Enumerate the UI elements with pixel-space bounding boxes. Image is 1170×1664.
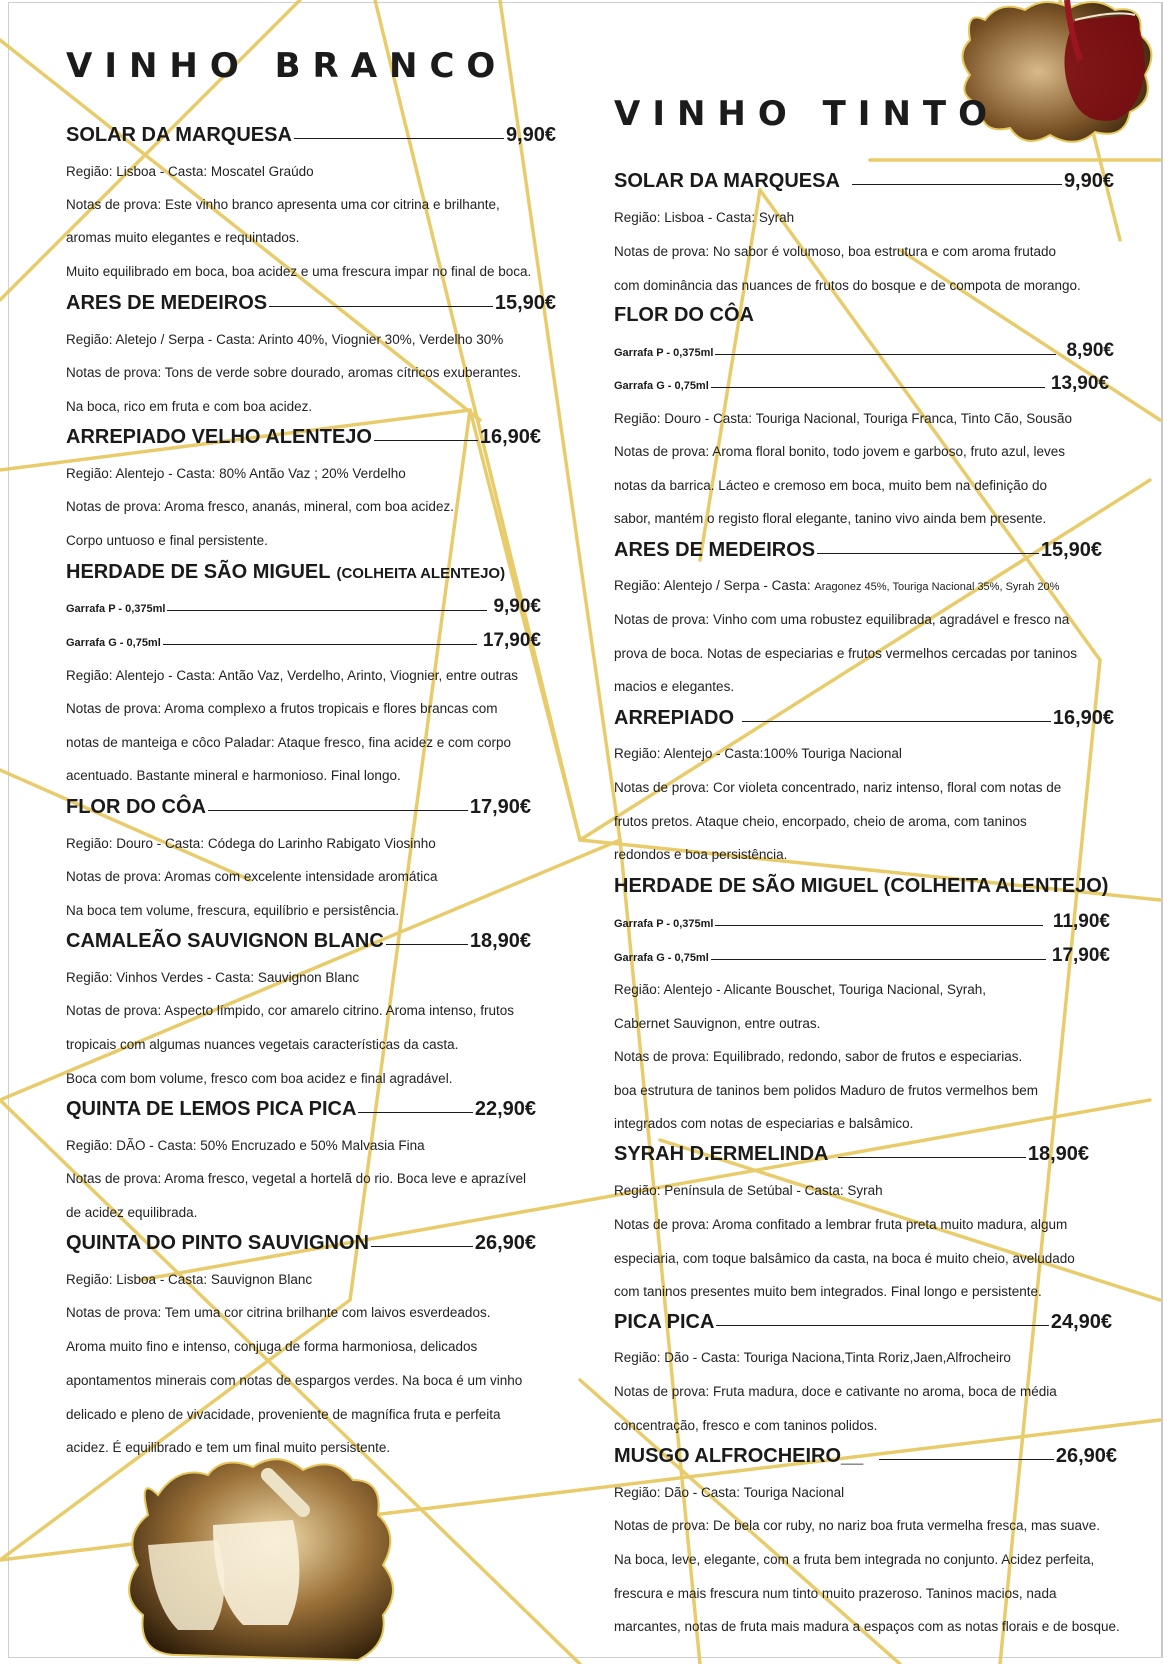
wine-item-title xyxy=(614,170,1114,193)
bottle-price: 11,90€ xyxy=(1052,911,1110,932)
wine-item-title xyxy=(614,1311,1112,1334)
wine-description-line: apontamentos minerais com notas de espargos verdes. Na boca é um vinho xyxy=(66,1373,523,1388)
wine-description-line: delicado e pleno de vivacidade, proveniente de magnífica fruta e perfeita xyxy=(66,1407,501,1422)
wine-price: 26,90€ xyxy=(1055,1445,1117,1467)
wine-description-line: Notas de prova: No sabor é volumoso, boa estrutura e com aroma frutado xyxy=(614,244,1056,259)
bottle-price-row xyxy=(66,630,541,652)
wine-price: 16,90€ xyxy=(1052,707,1114,729)
wine-description-line: Boca com bom volume, fresco com boa acidez e final agradável. xyxy=(66,1071,453,1086)
wine-description-line: Região: Vinhos Verdes - Casta: Sauvignon Blanc xyxy=(66,970,360,985)
wine-name: ARREPIADO VELHO ALENTEJO xyxy=(66,426,372,448)
wine-description-line: integrados com notas de especiarias e balsâmico. xyxy=(614,1116,914,1131)
wine-price: 18,90€ xyxy=(469,930,531,952)
leader-line xyxy=(711,959,1046,960)
bottle-price: 17,90€ xyxy=(482,630,541,651)
wine-name: QUINTA DO PINTO SAUVIGNON xyxy=(66,1232,369,1254)
wine-description-line: Região: Dão - Casta: Touriga Nacional xyxy=(614,1485,845,1500)
wine-description-line: com taninos presentes muito bem integrados. Final longo e persistente. xyxy=(614,1284,1042,1299)
wine-description-line: especiaria, com toque balsâmico da casta, na boca é muito cheio, aveludado xyxy=(614,1251,1075,1266)
leader-line xyxy=(715,354,1056,355)
wine-price: 17,90€ xyxy=(469,796,531,818)
wine-item-title xyxy=(614,1143,1089,1166)
bottle-size-label: Garrafa P - 0,375ml xyxy=(66,603,166,615)
wine-item-title xyxy=(614,539,1102,562)
wine-description-line: Notas de prova: Aspecto límpido, cor amarelo citrino. Aroma intenso, frutos xyxy=(66,1003,514,1018)
wine-name: ARES DE MEDEIROS xyxy=(614,539,816,561)
wine-name: CAMALEÃO SAUVIGNON BLANC xyxy=(66,930,384,952)
leader-line xyxy=(167,610,487,611)
wine-description-line: Notas de prova: Este vinho branco apresenta uma cor citrina e brilhante, xyxy=(66,197,500,212)
wine-name: SOLAR DA MARQUESA xyxy=(66,124,292,146)
wine-price: 15,90€ xyxy=(494,292,556,314)
leader-line xyxy=(269,306,493,307)
wine-description-line: Região: Lisboa - Casta: Moscatel Graúdo xyxy=(66,164,314,179)
wine-description-line: tropicais com algumas nuances vegetais características da casta. xyxy=(66,1037,459,1052)
wine-description-line: macios e elegantes. xyxy=(614,679,735,694)
wine-description-line: frutos pretos. Ataque cheio, encorpado, cheio de aroma, com taninos xyxy=(614,814,1027,829)
wine-description-line: Notas de prova: Tem uma cor citrina brilhante com laivos esverdeados. xyxy=(66,1305,491,1320)
wine-name: PICA PICA xyxy=(614,1311,715,1333)
wine-description-line: Corpo untuoso e final persistente. xyxy=(66,533,268,548)
wine-name: ARREPIADO xyxy=(614,707,735,729)
region-text: Região: Alentejo / Serpa - Casta: xyxy=(614,578,815,593)
wine-description-line: Notas de prova: Aroma fresco, vegetal a hortelã do rio. Boca leve e aprazível xyxy=(66,1171,527,1186)
grape-varieties: Aragonez 45%, Touriga Nacional 35%, Syrah 20% xyxy=(814,581,1060,593)
wine-item-title xyxy=(66,930,531,953)
wine-description-line: com dominância das nuances de frutos do bosque e de compota de morango. xyxy=(614,278,1081,293)
wine-description-line: Região: Alentejo - Casta: 80% Antão Vaz ; 20% Verdelho xyxy=(66,466,406,481)
bottle-price: 9,90€ xyxy=(493,596,541,617)
bottle-price: 17,90€ xyxy=(1051,945,1110,966)
wine-description-line: Região: Lisboa - Casta: Syrah xyxy=(614,210,795,225)
wine-description-line: concentração, fresco e com taninos polidos. xyxy=(614,1418,878,1433)
wine-name: QUINTA DE LEMOS PICA PICA xyxy=(66,1098,357,1120)
wine-description-line: notas da barrica. Lácteo e cremoso em boca, muito bem na definição do xyxy=(614,478,1047,493)
wine-description-line: sabor, mantém o registo floral elegante, tanino vivo ainda bem presente. xyxy=(614,511,1047,526)
wine-description-line: Cabernet Sauvignon, entre outras. xyxy=(614,1016,821,1031)
wine-description-line: Região: Alentejo - Casta:100% Touriga Nacional xyxy=(614,746,902,761)
wine-price: 15,90€ xyxy=(1040,539,1102,561)
wine-price: 26,90€ xyxy=(474,1232,536,1254)
leader-line xyxy=(852,184,1062,185)
wine-description-line: Região: Dão - Casta: Touriga Naciona,Tinta Roriz,Jaen,Alfrocheiro xyxy=(614,1350,1011,1365)
wine-description-line: Região: Alentejo - Casta: Antão Vaz, Verdelho, Arinto, Viognier, entre outras xyxy=(66,668,519,683)
wine-price: 16,90€ xyxy=(479,426,541,448)
wine-item-title xyxy=(66,1098,536,1121)
wine-item-title xyxy=(614,304,754,327)
leader-line xyxy=(163,644,477,645)
wine-description-line: Na boca, leve, elegante, com a fruta bem integrada no conjunto. Acidez perfeita, xyxy=(614,1552,1095,1567)
bottle-size-label: Garrafa P - 0,375ml xyxy=(614,347,714,359)
wine-description-line: Região: DÃO - Casta: 50% Encruzado e 50% Malvasia Fina xyxy=(66,1138,425,1153)
wine-name: SYRAH D.ERMELINDA xyxy=(614,1143,829,1165)
white-wine-pour-photo xyxy=(118,1455,403,1664)
wine-description-line: Na boca tem volume, frescura, equilíbrio e persistência. xyxy=(66,903,400,918)
wine-subtitle: (COLHEITA ALENTEJO) xyxy=(336,565,506,582)
wine-description-line: Na boca, rico em fruta e com boa acidez. xyxy=(66,399,313,414)
wine-description-line: prova de boca. Notas de especiarias e frutos vermelhos cercadas por taninos xyxy=(614,646,1078,661)
wine-name: SOLAR DA MARQUESA xyxy=(614,170,840,192)
wine-description-line: Notas de prova: De bela cor ruby, no nariz boa fruta vermelha fresca, mas suave. xyxy=(614,1518,1100,1533)
wine-description-line: redondos e boa persistência. xyxy=(614,847,788,862)
wine-item-title xyxy=(66,124,556,147)
wine-item-title xyxy=(614,875,1108,898)
wine-description-line: de acidez equilibrada. xyxy=(66,1205,198,1220)
wine-description-line: Notas de prova: Equilibrado, redondo, sabor de frutos e especiarias. xyxy=(614,1049,1023,1064)
wine-description-line: Notas de prova: Aroma complexo a frutos tropicais e flores brancas com xyxy=(66,701,498,716)
bottle-price-row xyxy=(66,596,541,618)
leader-line xyxy=(294,138,504,139)
leader-line xyxy=(716,1325,1048,1326)
wine-description-line: Notas de prova: Fruta madura, doce e cativante no aroma, boca de média xyxy=(614,1384,1057,1399)
bottle-price-row xyxy=(614,373,1109,395)
wine-description-line: Notas de prova: Aromas com excelente intensidade aromática xyxy=(66,869,438,884)
bottle-size-label: Garrafa G - 0,75ml xyxy=(614,380,709,392)
leader-line xyxy=(386,944,468,945)
wine-description-line: Região: Aletejo / Serpa - Casta: Arinto 40%, Viognier 30%, Verdelho 30% xyxy=(66,332,504,347)
bottle-price-row xyxy=(614,945,1110,967)
wine-name: MUSGO ALFROCHEIRO__ xyxy=(614,1445,864,1467)
wine-description-line: Região: Douro - Casta: Touriga Nacional, Touriga Franca, Tinto Cão, Sousão xyxy=(614,411,1073,426)
wine-description-line: Notas de prova: Aroma floral bonito, todo jovem e garboso, fruto azul, leves xyxy=(614,444,1065,459)
bottle-price: 13,90€ xyxy=(1050,373,1109,394)
bottle-size-label: Garrafa G - 0,75ml xyxy=(66,637,161,649)
red-wine-heading: VINHO TINTO xyxy=(614,94,1000,134)
wine-description-line: frescura e mais frescura num tinto muito prazeroso. Taninos macios, nada xyxy=(614,1586,1057,1601)
wine-description-line: notas de manteiga e côco Paladar: Ataque fresco, fina acidez e com corpo xyxy=(66,735,512,750)
leader-line xyxy=(838,1157,1025,1158)
wine-price: 9,90€ xyxy=(505,124,556,146)
wine-description-line: Notas de prova: Aroma fresco, ananás, mineral, com boa acidez. xyxy=(66,499,454,514)
leader-line xyxy=(817,553,1039,554)
wine-price: 18,90€ xyxy=(1027,1143,1089,1165)
wine-item-title xyxy=(614,707,1114,730)
bottle-price-row xyxy=(614,340,1114,362)
wine-item-title xyxy=(66,561,505,584)
leader-line xyxy=(742,721,1051,722)
wine-name: FLOR DO CÔA xyxy=(614,304,754,326)
leader-line xyxy=(711,387,1045,388)
wine-price: 9,90€ xyxy=(1063,170,1114,192)
wine-name: ARES DE MEDEIROS xyxy=(66,292,268,314)
wine-description-line: Região: Douro - Casta: Códega do Larinho Rabigato Viosinho xyxy=(66,836,436,851)
wine-name: FLOR DO CÔA xyxy=(66,796,206,818)
wine-description-line: acidez. É equilibrado e tem um final muito persistente. xyxy=(66,1440,391,1455)
wine-description-line: Região: Alentejo - Alicante Bouschet, Touriga Nacional, Syrah, xyxy=(614,982,986,997)
wine-price: 24,90€ xyxy=(1050,1311,1112,1333)
leader-line xyxy=(208,810,468,811)
wine-description-line: Região: Península de Setúbal - Casta: Syrah xyxy=(614,1183,883,1198)
wine-description-line: Notas de prova: Tons de verde sobre dourado, aromas cítricos exuberantes. xyxy=(66,365,522,380)
leader-line xyxy=(371,1246,473,1247)
wine-description-line: Muito equilibrado em boca, boa acidez e uma frescura impar no final de boca. xyxy=(66,264,532,279)
wine-region-line xyxy=(614,578,1059,593)
wine-description-line: marcantes, notas de fruta mais madura a espaços com as notas florais e de bosque. xyxy=(614,1619,1120,1634)
wine-description-line: Região: Lisboa - Casta: Sauvignon Blanc xyxy=(66,1272,313,1287)
wine-description-line: Notas de prova: Vinho com uma robustez equilibrada, agradável e fresco na xyxy=(614,612,1070,627)
wine-description-line: acentuado. Bastante mineral e harmonioso. Final longo. xyxy=(66,768,401,783)
white-wine-heading: VINHO BRANCO xyxy=(66,46,508,86)
wine-item-title xyxy=(66,292,556,315)
bottle-size-label: Garrafa G - 0,75ml xyxy=(614,952,709,964)
wine-description-line: boa estrutura de taninos bem polidos Maduro de frutos vermelhos bem xyxy=(614,1083,1038,1098)
wine-description-line: Notas de prova: Cor violeta concentrado, nariz intenso, floral com notas de xyxy=(614,780,1062,795)
bottle-price-row xyxy=(614,911,1110,933)
wine-description-line: aromas muito elegantes e requintados. xyxy=(66,230,300,245)
wine-name: HERDADE DE SÃO MIGUEL xyxy=(66,561,331,583)
wine-item-title xyxy=(66,1232,536,1255)
wine-description-line: Aroma muito fino e intenso, conjuga de forma harmoniosa, delicados xyxy=(66,1339,478,1354)
bottle-size-label: Garrafa P - 0,375ml xyxy=(614,918,714,930)
leader-line xyxy=(715,925,1042,926)
leader-line xyxy=(358,1112,472,1113)
wine-name: HERDADE DE SÃO MIGUEL (COLHEITA ALENTEJO) xyxy=(614,875,1109,897)
wine-item-title xyxy=(614,1445,1117,1468)
leader-line xyxy=(879,1459,1054,1460)
wine-item-title xyxy=(66,796,531,819)
wine-item-title xyxy=(66,426,541,449)
wine-price: 22,90€ xyxy=(474,1098,536,1120)
leader-line xyxy=(374,440,478,441)
wine-description-line: Notas de prova: Aroma confitado a lembrar fruta preta muito madura, algum xyxy=(614,1217,1068,1232)
bottle-price: 8,90€ xyxy=(1066,340,1114,361)
